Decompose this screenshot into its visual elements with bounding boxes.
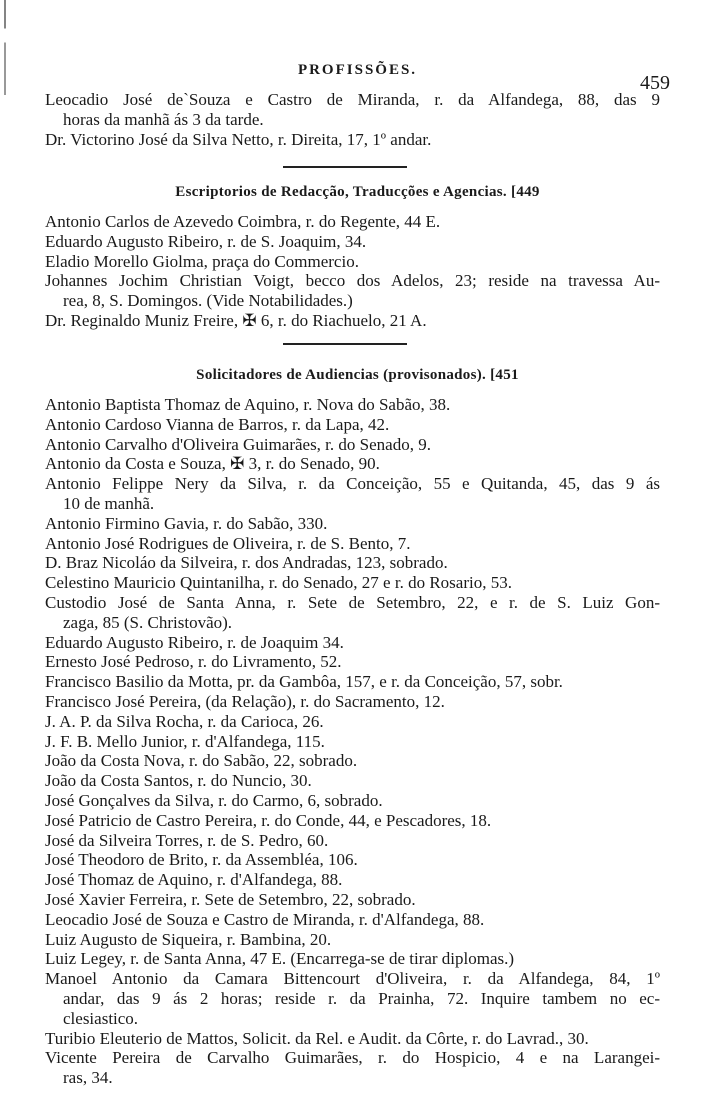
entry-line: Antonio Firmino Gavia, r. do Sabão, 330. bbox=[45, 513, 328, 533]
directory-entry bbox=[45, 930, 660, 950]
entry-line: Antonio Baptista Thomaz de Aquino, r. Nova do Sabão, 38. bbox=[45, 395, 451, 414]
entry-line: José Patricio de Castro Pereira, r. do Conde, 44, e Pescadores, 18. bbox=[45, 810, 492, 830]
entry-line: Antonio Carvalho d'Oliveira Guimarães, r. do Senado, 9. bbox=[45, 434, 431, 454]
directory-entry bbox=[45, 831, 660, 851]
directory-entry bbox=[45, 534, 660, 554]
entry-continuation-line: andar, das 9 ás 2 horas; reside r. da Prainha, 72. Inquire tambem no ec- bbox=[63, 988, 660, 1008]
directory-entry bbox=[45, 712, 660, 732]
entry-continuation-line: ras, 34. bbox=[63, 1068, 113, 1088]
section-heading: Escriptorios de Redacção, Traducções e Agencias. [449 bbox=[175, 184, 540, 200]
directory-entry bbox=[45, 633, 660, 653]
directory-entry bbox=[45, 311, 660, 331]
entry-line: José da Silveira Torres, r. de S. Pedro, 60. bbox=[45, 830, 329, 850]
directory-entry bbox=[45, 573, 660, 593]
directory-entry bbox=[45, 395, 660, 415]
directory-entry bbox=[45, 553, 660, 573]
entry-line: J. A. P. da Silva Rocha, r. da Carioca, 26. bbox=[45, 711, 324, 731]
directory-entry bbox=[45, 252, 660, 272]
entry-line: Turibio Eleuterio de Mattos, Solicit. da Rel. e Audit. da Côrte, r. do Lavrad., 30. bbox=[45, 1028, 589, 1048]
section-entries bbox=[45, 395, 660, 1088]
directory-entry bbox=[45, 271, 660, 311]
section-divider bbox=[283, 343, 407, 345]
entry-line: José Xavier Ferreira, r. Sete de Setembro, 22, sobrado. bbox=[45, 889, 416, 909]
entry-line: Antonio José Rodrigues de Oliveira, r. de S. Bento, 7. bbox=[45, 533, 411, 553]
directory-entry bbox=[45, 232, 660, 252]
entry-line: Eladio Morello Giolma, praça do Commercio. bbox=[45, 251, 359, 271]
directory-entry bbox=[45, 1029, 660, 1049]
section-heading: Solicitadores de Audiencias (provisonados). [451 bbox=[196, 367, 519, 383]
directory-entry bbox=[45, 212, 660, 232]
directory-entry bbox=[45, 90, 660, 130]
entry-line: Luiz Augusto de Siqueira, r. Bambina, 20. bbox=[45, 929, 332, 949]
entry-line: João da Costa Nova, r. do Sabão, 22, sobrado. bbox=[45, 751, 358, 771]
directory-entry bbox=[45, 593, 660, 633]
entry-line: Celestino Mauricio Quintanilha, r. do Senado, 27 e r. do Rosario, 53. bbox=[45, 573, 512, 593]
directory-entry bbox=[45, 969, 660, 1028]
entry-line: Antonio Felippe Nery da Silva, r. da Conceição, 55 e Quitanda, 45, das 9 ás bbox=[45, 474, 660, 494]
entry-continuation-line: horas da manhã ás 3 da tarde. bbox=[63, 109, 264, 129]
directory-entry bbox=[45, 791, 660, 811]
section-entries bbox=[45, 212, 660, 331]
entry-line: José Theodoro de Brito, r. da Assembléa, 106. bbox=[45, 850, 358, 870]
entry-line: Eduardo Augusto Ribeiro, r. de S. Joaquim, 34. bbox=[45, 231, 367, 251]
entry-continuation-line: 10 de manhã. bbox=[63, 493, 155, 513]
entry-line: José Thomaz de Aquino, r. d'Alfandega, 88. bbox=[45, 870, 343, 890]
directory-entry bbox=[45, 514, 660, 534]
entry-continuation-line: clesiastico. bbox=[63, 1008, 139, 1028]
directory-entry bbox=[45, 454, 660, 474]
entry-line: Vicente Pereira de Carvalho Guimarães, r. do Hospicio, 4 e na Larangei- bbox=[45, 1048, 660, 1068]
directory-entry bbox=[45, 949, 660, 969]
intro-entries bbox=[45, 90, 660, 149]
directory-entry bbox=[45, 890, 660, 910]
entry-line: Eduardo Augusto Ribeiro, r. de Joaquim 34. bbox=[45, 632, 344, 652]
entry-line: Ernesto José Pedroso, r. do Livramento, 52. bbox=[45, 652, 342, 672]
entry-line: Leocadio José de`Souza e Castro de Miranda, r. da Alfandega, 88, das 9 bbox=[45, 90, 660, 109]
directory-entry bbox=[45, 811, 660, 831]
directory-entry bbox=[45, 1048, 660, 1088]
entry-line: Dr. Victorino José da Silva Netto, r. Direita, 17, 1º andar. bbox=[45, 129, 432, 149]
directory-entry bbox=[45, 130, 660, 150]
page-number: 459 bbox=[640, 72, 670, 94]
entry-line: Antonio da Costa e Souza, ✠ 3, r. do Senado, 90. bbox=[45, 454, 380, 474]
directory-entry bbox=[45, 850, 660, 870]
entry-continuation-line: rea, 8, S. Domingos. (Vide Notabilidades.) bbox=[63, 291, 353, 311]
directory-entry bbox=[45, 910, 660, 930]
entry-line: José Gonçalves da Silva, r. do Carmo, 6, sobrado. bbox=[45, 790, 383, 810]
entry-line: J. F. B. Mello Junior, r. d'Alfandega, 115. bbox=[45, 731, 325, 751]
directory-entry bbox=[45, 870, 660, 890]
directory-entry bbox=[45, 474, 660, 514]
directory-entry bbox=[45, 415, 660, 435]
directory-entry bbox=[45, 692, 660, 712]
scan-margin-mark bbox=[4, 0, 6, 95]
entry-line: Manoel Antonio da Camara Bittencourt d'Oliveira, r. da Alfandega, 84, 1º bbox=[45, 969, 660, 989]
entry-line: Francisco José Pereira, (da Relação), r. do Sacramento, 12. bbox=[45, 691, 445, 711]
running-head: PROFISSÕES. bbox=[297, 62, 418, 78]
section-divider bbox=[283, 166, 407, 168]
entry-line: Johannes Jochim Christian Voigt, becco dos Adelos, 23; reside na travessa Au- bbox=[45, 271, 660, 291]
entry-line: Antonio Cardoso Vianna de Barros, r. da Lapa, 42. bbox=[45, 414, 390, 434]
directory-entry bbox=[45, 771, 660, 791]
directory-entry bbox=[45, 732, 660, 752]
entry-line: Antonio Carlos de Azevedo Coimbra, r. do Regente, 44 E. bbox=[45, 212, 441, 231]
directory-entry bbox=[45, 751, 660, 771]
entry-line: D. Braz Nicoláo da Silveira, r. dos Andradas, 123, sobrado. bbox=[45, 553, 448, 573]
entry-line: Leocadio José de Souza e Castro de Miranda, r. d'Alfandega, 88. bbox=[45, 909, 485, 929]
entry-line: Custodio José de Santa Anna, r. Sete de Setembro, 22, e r. de S. Luiz Gon- bbox=[45, 592, 660, 612]
entry-continuation-line: zaga, 85 (S. Christovão). bbox=[63, 612, 233, 632]
entry-line: Francisco Basilio da Motta, pr. da Gambôa, 157, e r. da Conceição, 57, sobr. bbox=[45, 672, 563, 692]
entry-line: Luiz Legey, r. de Santa Anna, 47 E. (Encarrega-se de tirar diplomas.) bbox=[45, 949, 515, 969]
directory-entry bbox=[45, 672, 660, 692]
directory-entry bbox=[45, 652, 660, 672]
entry-line: Dr. Reginaldo Muniz Freire, ✠ 6, r. do Riachuelo, 21 A. bbox=[45, 310, 427, 330]
directory-entry bbox=[45, 435, 660, 455]
entry-line: João da Costa Santos, r. do Nuncio, 30. bbox=[45, 771, 312, 791]
